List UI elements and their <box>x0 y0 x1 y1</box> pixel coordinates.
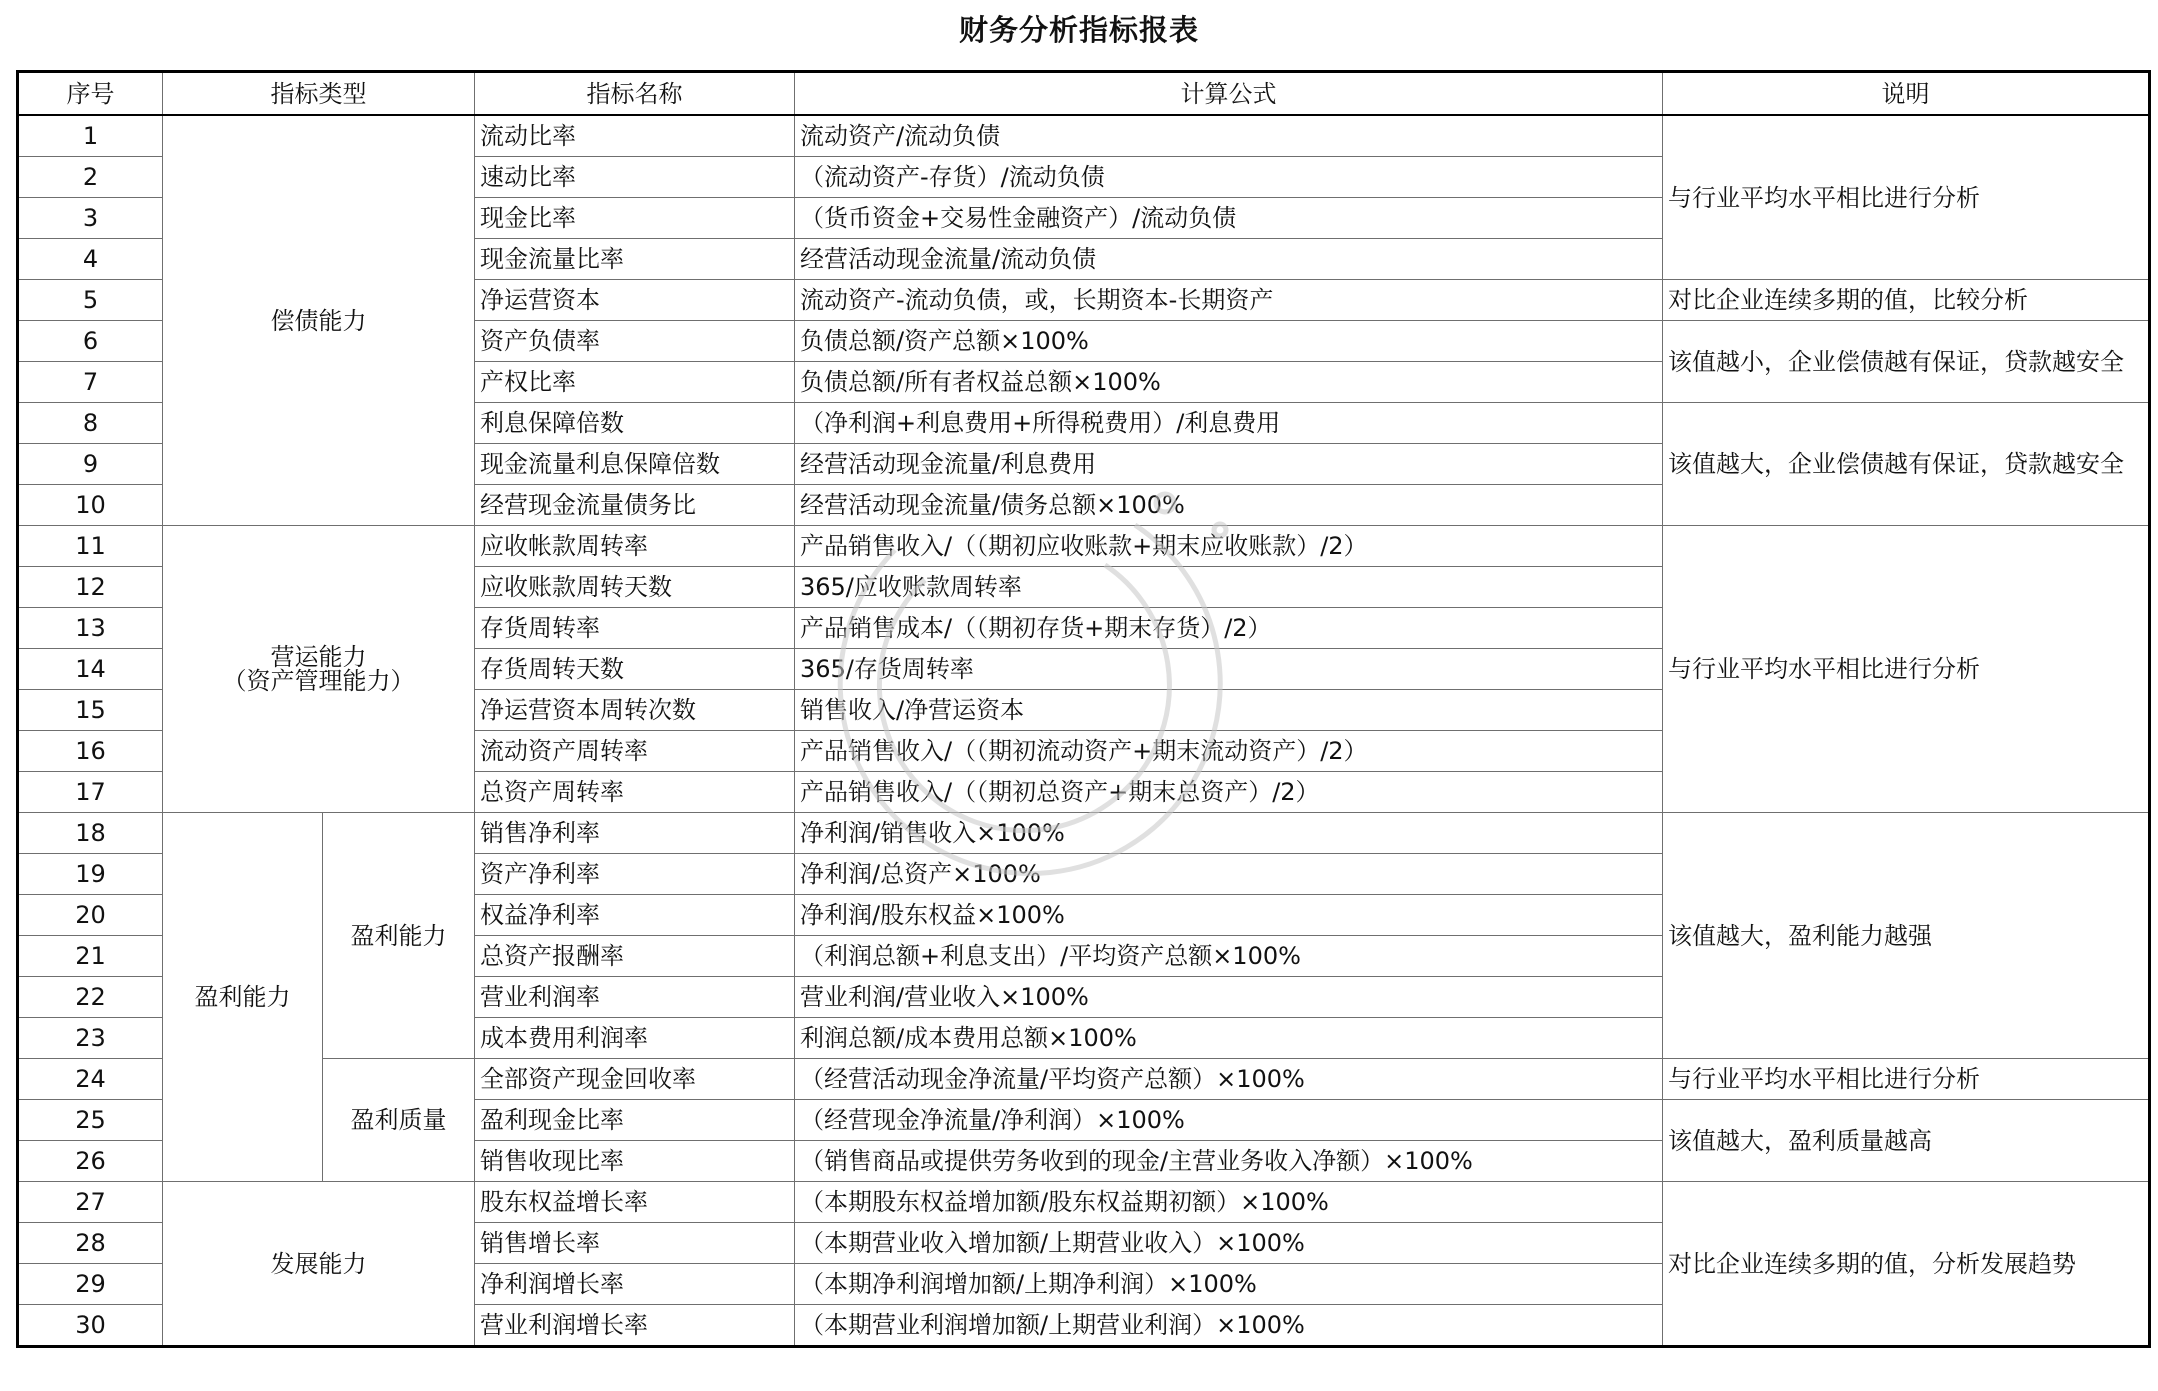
formula-cell: 经营活动现金流量/流动负债 <box>795 239 1663 280</box>
indicator-name-cell: 存货周转率 <box>475 608 795 649</box>
indicator-name-cell: 营业利润增长率 <box>475 1305 795 1347</box>
seq-cell: 28 <box>18 1223 163 1264</box>
seq-cell: 9 <box>18 444 163 485</box>
formula-cell: 产品销售收入/（（期初应收账款+期末应收账款）/2） <box>795 526 1663 567</box>
subcategory-profit-quality: 盈利质量 <box>323 1059 475 1182</box>
formula-cell: （经营现金净流量/净利润）×100% <box>795 1100 1663 1141</box>
seq-cell: 8 <box>18 403 163 444</box>
formula-cell: （净利润+利息费用+所得税费用）/利息费用 <box>795 403 1663 444</box>
seq-cell: 24 <box>18 1059 163 1100</box>
seq-cell: 21 <box>18 936 163 977</box>
indicator-name-cell: 资产负债率 <box>475 321 795 362</box>
formula-cell: 流动资产-流动负债，或，长期资本-长期资产 <box>795 280 1663 321</box>
indicator-name-cell: 现金流量利息保障倍数 <box>475 444 795 485</box>
seq-cell: 26 <box>18 1141 163 1182</box>
formula-cell: （本期营业收入增加额/上期营业收入）×100% <box>795 1223 1663 1264</box>
category-growth: 发展能力 <box>163 1182 475 1347</box>
note-cell: 对比企业连续多期的值，分析发展趋势 <box>1663 1182 2150 1347</box>
subcategory-profit-ability: 盈利能力 <box>323 813 475 1059</box>
note-cell: 该值越小，企业偿债越有保证，贷款越安全 <box>1663 321 2150 403</box>
indicator-name-cell: 应收账款周转天数 <box>475 567 795 608</box>
seq-cell: 11 <box>18 526 163 567</box>
seq-cell: 17 <box>18 772 163 813</box>
header-type: 指标类型 <box>163 72 475 116</box>
indicator-name-cell: 现金比率 <box>475 198 795 239</box>
formula-cell: 产品销售成本/（（期初存货+期末存货）/2） <box>795 608 1663 649</box>
formula-cell: 产品销售收入/（（期初流动资产+期末流动资产）/2） <box>795 731 1663 772</box>
indicator-name-cell: 净运营资本 <box>475 280 795 321</box>
formula-cell: （本期股东权益增加额/股东权益期初额）×100% <box>795 1182 1663 1223</box>
formula-cell: 净利润/销售收入×100% <box>795 813 1663 854</box>
indicator-name-cell: 经营现金流量债务比 <box>475 485 795 526</box>
seq-cell: 1 <box>18 115 163 157</box>
seq-cell: 18 <box>18 813 163 854</box>
indicator-name-cell: 盈利现金比率 <box>475 1100 795 1141</box>
seq-cell: 2 <box>18 157 163 198</box>
table-row <box>18 526 2150 567</box>
formula-cell: （本期净利润增加额/上期净利润）×100% <box>795 1264 1663 1305</box>
seq-cell: 16 <box>18 731 163 772</box>
financial-indicator-table <box>16 70 2151 1348</box>
header-row <box>18 72 2150 116</box>
header-formula: 计算公式 <box>795 72 1663 116</box>
indicator-name-cell: 利息保障倍数 <box>475 403 795 444</box>
note-cell: 与行业平均水平相比进行分析 <box>1663 526 2150 813</box>
indicator-name-cell: 应收帐款周转率 <box>475 526 795 567</box>
indicator-name-cell: 总资产周转率 <box>475 772 795 813</box>
category-profitability: 盈利能力 <box>163 813 323 1182</box>
note-cell: 该值越大，盈利能力越强 <box>1663 813 2150 1059</box>
formula-cell: （本期营业利润增加额/上期营业利润）×100% <box>795 1305 1663 1347</box>
seq-cell: 30 <box>18 1305 163 1347</box>
note-cell: 该值越大，企业偿债越有保证，贷款越安全 <box>1663 403 2150 526</box>
formula-cell: 365/存货周转率 <box>795 649 1663 690</box>
indicator-name-cell: 速动比率 <box>475 157 795 198</box>
indicator-name-cell: 净运营资本周转次数 <box>475 690 795 731</box>
seq-cell: 27 <box>18 1182 163 1223</box>
indicator-name-cell: 全部资产现金回收率 <box>475 1059 795 1100</box>
formula-cell: 负债总额/所有者权益总额×100% <box>795 362 1663 403</box>
seq-cell: 25 <box>18 1100 163 1141</box>
note-cell: 对比企业连续多期的值，比较分析 <box>1663 280 2150 321</box>
indicator-name-cell: 现金流量比率 <box>475 239 795 280</box>
formula-cell: 净利润/总资产×100% <box>795 854 1663 895</box>
formula-cell: 经营活动现金流量/债务总额×100% <box>795 485 1663 526</box>
formula-cell: （利润总额+利息支出）/平均资产总额×100% <box>795 936 1663 977</box>
formula-cell: 利润总额/成本费用总额×100% <box>795 1018 1663 1059</box>
seq-cell: 22 <box>18 977 163 1018</box>
seq-cell: 23 <box>18 1018 163 1059</box>
header-note: 说明 <box>1663 72 2150 116</box>
formula-cell: 负债总额/资产总额×100% <box>795 321 1663 362</box>
indicator-name-cell: 销售收现比率 <box>475 1141 795 1182</box>
seq-cell: 29 <box>18 1264 163 1305</box>
formula-cell: 流动资产/流动负债 <box>795 115 1663 157</box>
page-title: 财务分析指标报表 <box>958 13 1199 47</box>
formula-cell: 365/应收账款周转率 <box>795 567 1663 608</box>
category-solvency: 偿债能力 <box>163 115 475 526</box>
seq-cell: 12 <box>18 567 163 608</box>
indicator-name-cell: 流动资产周转率 <box>475 731 795 772</box>
note-cell: 该值越大，盈利质量越高 <box>1663 1100 2150 1182</box>
seq-cell: 13 <box>18 608 163 649</box>
indicator-name-cell: 销售增长率 <box>475 1223 795 1264</box>
header-seq: 序号 <box>18 72 163 116</box>
indicator-name-cell: 营业利润率 <box>475 977 795 1018</box>
formula-cell: 净利润/股东权益×100% <box>795 895 1663 936</box>
indicator-name-cell: 存货周转天数 <box>475 649 795 690</box>
formula-cell: （货币资金+交易性金融资产）/流动负债 <box>795 198 1663 239</box>
indicator-name-cell: 净利润增长率 <box>475 1264 795 1305</box>
note-cell: 与行业平均水平相比进行分析 <box>1663 1059 2150 1100</box>
indicator-name-cell: 销售净利率 <box>475 813 795 854</box>
indicator-name-cell: 成本费用利润率 <box>475 1018 795 1059</box>
formula-cell: （销售商品或提供劳务收到的现金/主营业务收入净额）×100% <box>795 1141 1663 1182</box>
formula-cell: 营业利润/营业收入×100% <box>795 977 1663 1018</box>
header-name: 指标名称 <box>475 72 795 116</box>
indicator-name-cell: 资产净利率 <box>475 854 795 895</box>
seq-cell: 3 <box>18 198 163 239</box>
seq-cell: 15 <box>18 690 163 731</box>
category-operating: 营运能力 （资产管理能力） <box>163 526 475 813</box>
indicator-name-cell: 股东权益增长率 <box>475 1182 795 1223</box>
indicator-name-cell: 产权比率 <box>475 362 795 403</box>
table-row <box>18 115 2150 157</box>
seq-cell: 4 <box>18 239 163 280</box>
table-row <box>18 1059 2150 1100</box>
seq-cell: 10 <box>18 485 163 526</box>
seq-cell: 7 <box>18 362 163 403</box>
indicator-name-cell: 权益净利率 <box>475 895 795 936</box>
formula-cell: 销售收入/净营运资本 <box>795 690 1663 731</box>
table-row <box>18 1182 2150 1223</box>
formula-cell: （经营活动现金净流量/平均资产总额）×100% <box>795 1059 1663 1100</box>
indicator-name-cell: 流动比率 <box>475 115 795 157</box>
indicator-name-cell: 总资产报酬率 <box>475 936 795 977</box>
seq-cell: 5 <box>18 280 163 321</box>
formula-cell: （流动资产-存货）/流动负债 <box>795 157 1663 198</box>
seq-cell: 14 <box>18 649 163 690</box>
seq-cell: 20 <box>18 895 163 936</box>
seq-cell: 6 <box>18 321 163 362</box>
table-row <box>18 813 2150 854</box>
seq-cell: 19 <box>18 854 163 895</box>
formula-cell: 经营活动现金流量/利息费用 <box>795 444 1663 485</box>
note-cell: 与行业平均水平相比进行分析 <box>1663 115 2150 280</box>
formula-cell: 产品销售收入/（（期初总资产+期末总资产）/2） <box>795 772 1663 813</box>
